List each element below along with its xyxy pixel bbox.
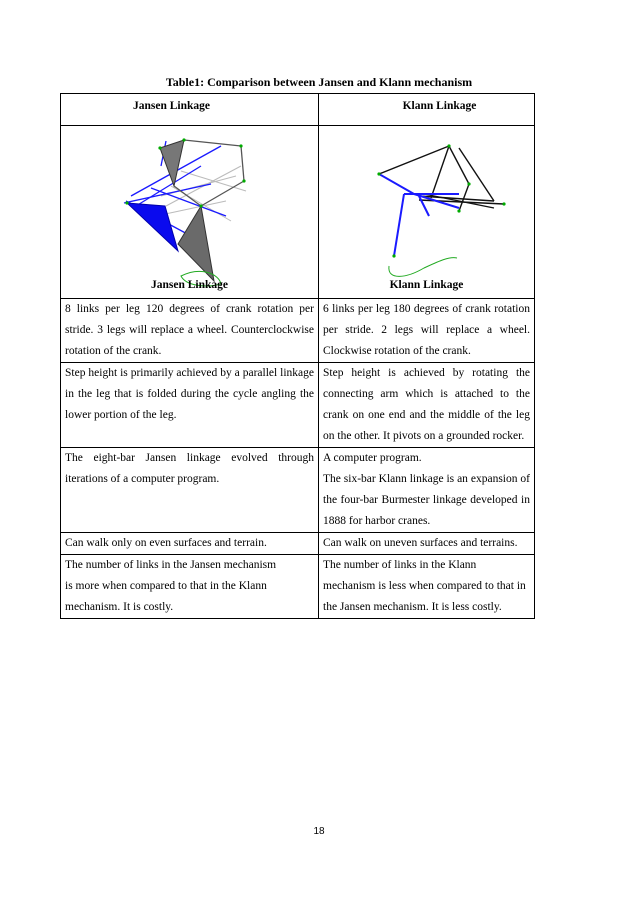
row2-klann: Step height is achieved by rotating the connecting arm which is attached to the crank on one end and the middle of the leg on the other. It pivots on a grounded rocker. <box>319 363 535 448</box>
row1-klann: 6 links per leg 180 degrees of crank rotation per stride. 2 legs will replace a wheel. Clockwise rotation of the crank. <box>319 299 535 363</box>
row3-klann <box>319 448 535 533</box>
row5-jansen <box>61 555 319 619</box>
row5-klann-line1: The number of links in the Klann <box>323 559 477 571</box>
row3-klann-line1: A computer program. <box>323 452 422 464</box>
row5-jansen-line2: is more when compared to that in the Klann <box>65 580 267 592</box>
header-jansen: Jansen Linkage <box>61 94 319 126</box>
table-row <box>61 533 535 555</box>
table-row <box>61 299 535 363</box>
jansen-figure-caption: Jansen Linkage <box>150 279 228 291</box>
row4-jansen: Can walk only on even surfaces and terrain. <box>61 533 319 555</box>
comparison-table <box>60 93 535 619</box>
figure-row <box>61 126 535 299</box>
row5-jansen-line3: mechanism. It is costly. <box>65 601 174 613</box>
table-caption: Table1: Comparison between Jansen and Klann mechanism <box>165 75 473 89</box>
klann-figure-caption: Klann Linkage <box>389 279 464 291</box>
table-row <box>61 363 535 448</box>
page-number: 18 <box>313 826 325 837</box>
jansen-linkage-figure <box>61 126 319 298</box>
header-row <box>61 94 535 126</box>
jansen-figure-cell <box>61 126 319 299</box>
row5-klann-line3: the Jansen mechanism. It is less costly. <box>323 601 502 613</box>
row5-jansen-line1: The number of links in the Jansen mechanism <box>65 559 277 571</box>
klann-figure-cell <box>319 126 535 299</box>
table-row <box>61 555 535 619</box>
klann-linkage-figure <box>319 126 535 298</box>
row3-jansen: The eight-bar Jansen linkage evolved through iterations of a computer program. <box>61 448 319 533</box>
row5-klann <box>319 555 535 619</box>
header-klann: Klann Linkage <box>319 94 535 126</box>
row2-jansen: Step height is primarily achieved by a parallel linkage in the leg that is folded during the cycle angling the lower portion of the leg. <box>61 363 319 448</box>
row4-klann: Can walk on uneven surfaces and terrains. <box>319 533 535 555</box>
table-row <box>61 448 535 533</box>
row3-klann-extra: The six-bar Klann linkage is an expansion of the four-bar Burmester linkage developed in 1888 for harbor cranes. <box>323 473 530 527</box>
row1-jansen: 8 links per leg 120 degrees of crank rotation per stride. 3 legs will replace a wheel. Counterclockwise rotation of the crank. <box>61 299 319 363</box>
row5-klann-line2: mechanism is less when compared to that in <box>323 580 526 592</box>
